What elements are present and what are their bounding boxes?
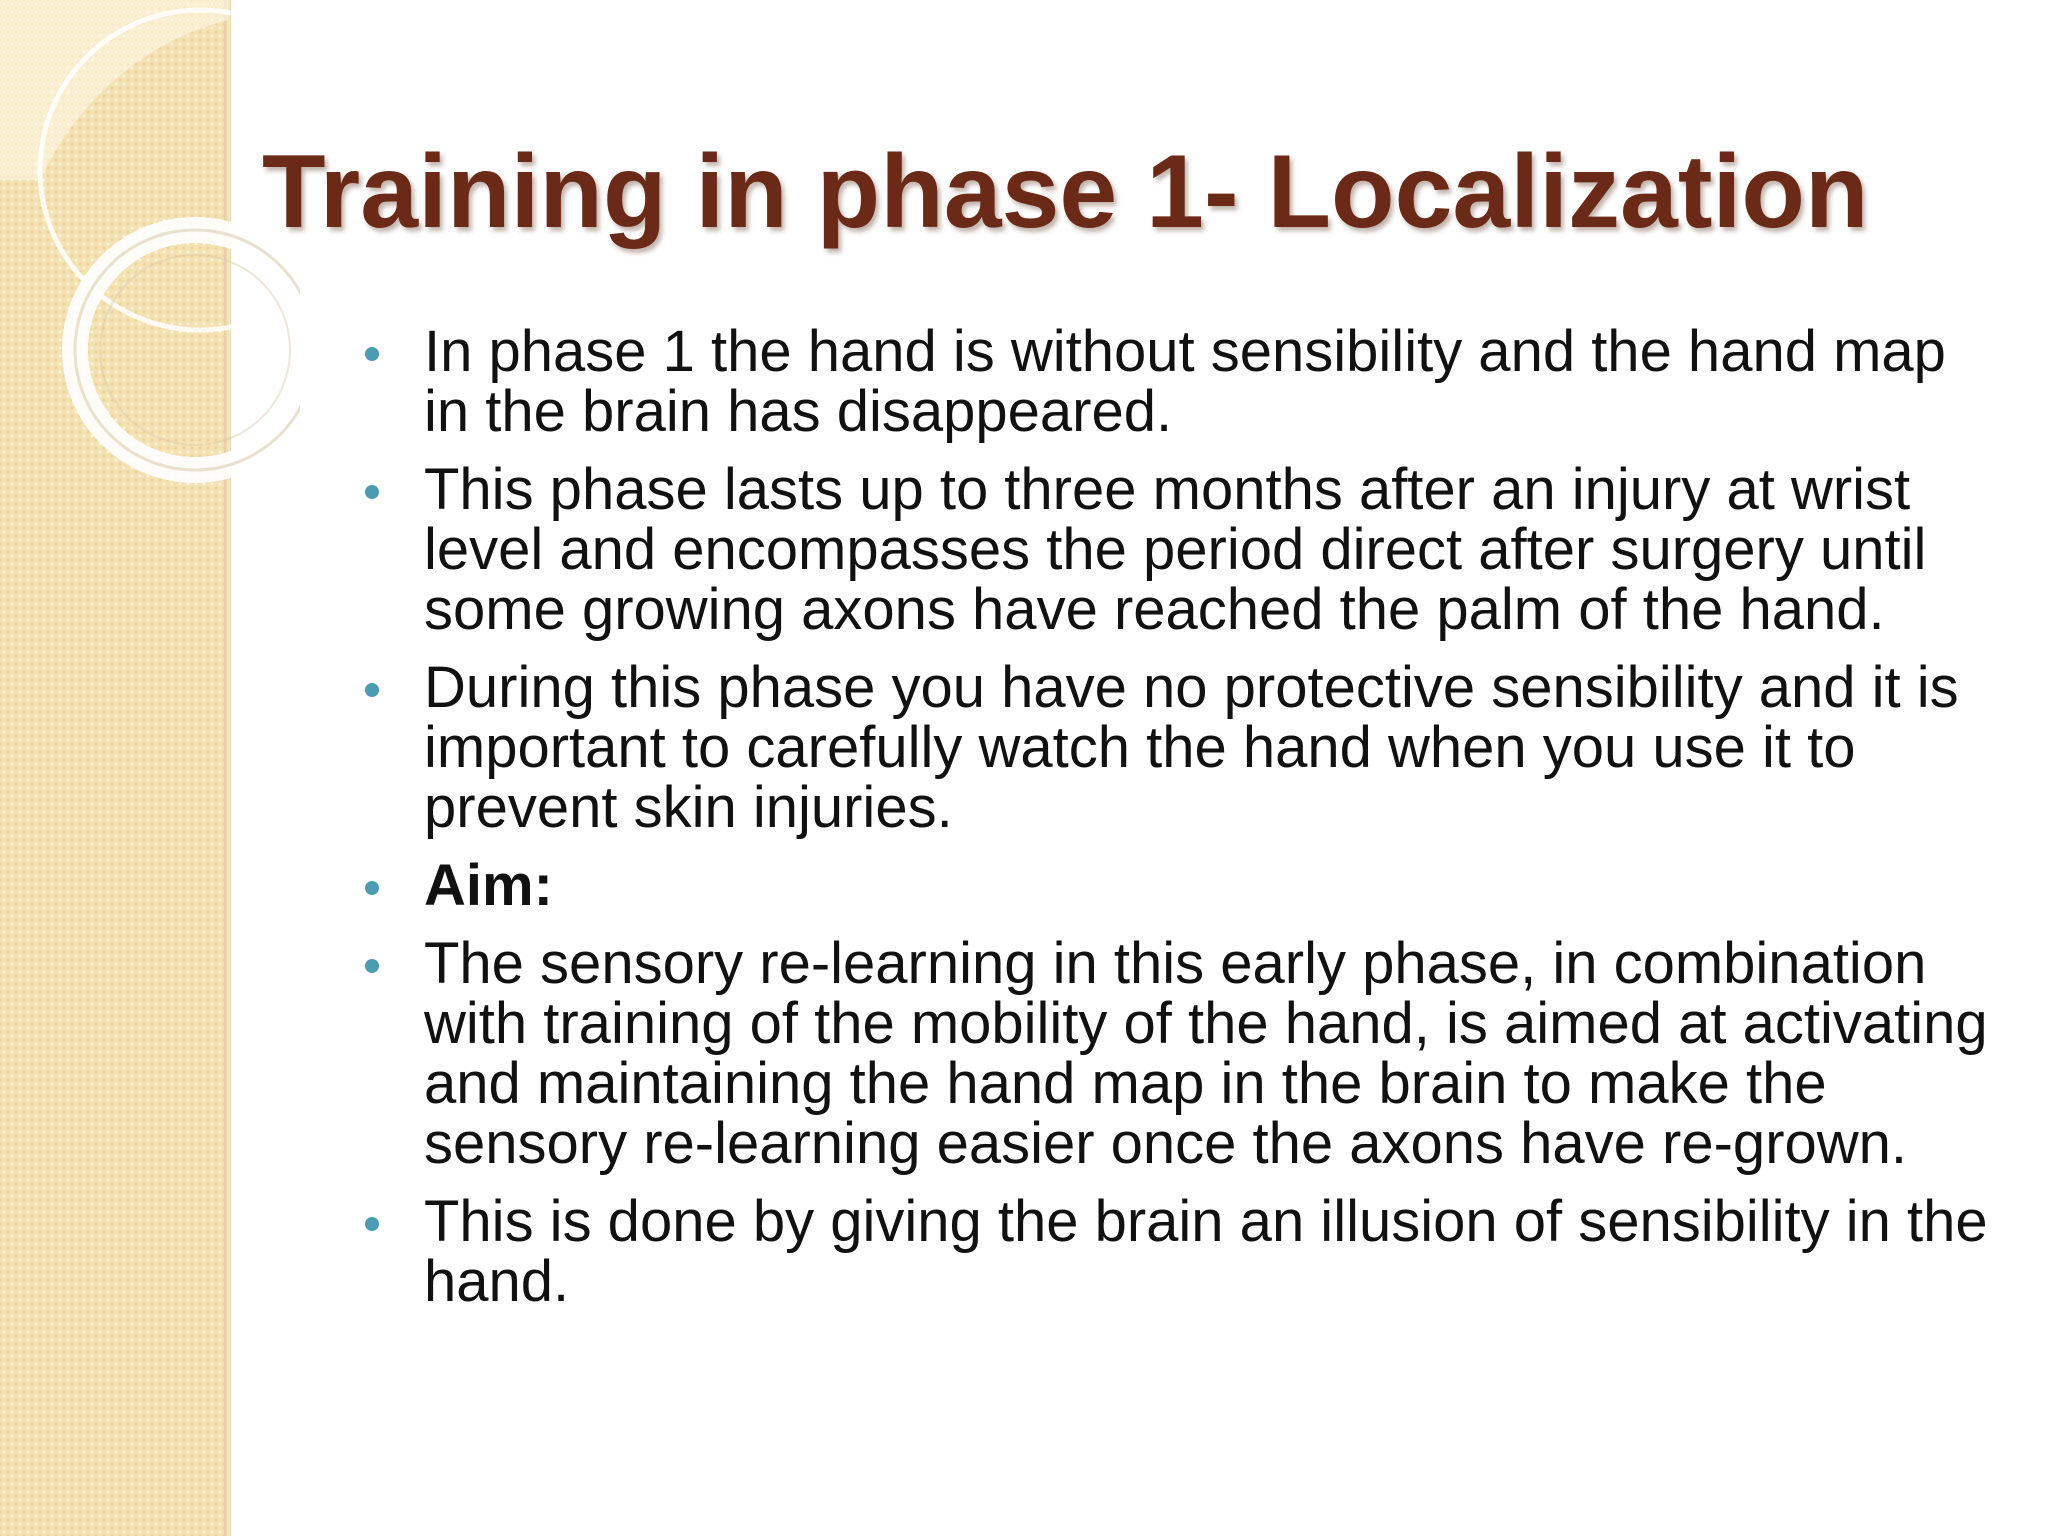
circle-ornament bbox=[0, 0, 300, 520]
bullet-text: The sensory re-learning in this early phase, in combination with training of the mobility of the hand, is aimed at activating and maintaining the hand map in the brain to make the sensory re-learning easier once the axons have re-grown. bbox=[424, 931, 1988, 1176]
bullet-list bbox=[354, 319, 1994, 1330]
slide-title: Training in phase 1- Localization bbox=[262, 134, 1869, 250]
bullet-marker-icon bbox=[365, 959, 379, 973]
bullet-item bbox=[354, 1189, 1994, 1314]
bullet-item bbox=[354, 457, 1994, 642]
bullet-marker-icon bbox=[365, 683, 379, 697]
bullet-item bbox=[354, 931, 1994, 1176]
bullet-marker-icon bbox=[365, 881, 379, 895]
bullet-marker-icon bbox=[365, 485, 379, 499]
bullet-marker-icon bbox=[365, 347, 379, 361]
bullet-item bbox=[354, 655, 1994, 840]
bullet-text: During this phase you have no protective sensibility and it is important to carefully watch the hand when you use it to prevent skin injuries. bbox=[424, 655, 1959, 840]
bullet-text: This is done by giving the brain an illusion of sensibility in the hand. bbox=[424, 1189, 1988, 1314]
bullet-text: In phase 1 the hand is without sensibility and the hand map in the brain has disappeared. bbox=[424, 319, 1946, 444]
bullet-text: This phase lasts up to three months after an injury at wrist level and encompasses the period direct after surgery until some growing axons have reached the palm of the hand. bbox=[424, 457, 1927, 642]
bullet-marker-icon bbox=[365, 1217, 379, 1231]
bullet-item bbox=[354, 853, 1994, 918]
bullet-text-aim: Aim: bbox=[424, 853, 553, 918]
bullet-item bbox=[354, 319, 1994, 444]
